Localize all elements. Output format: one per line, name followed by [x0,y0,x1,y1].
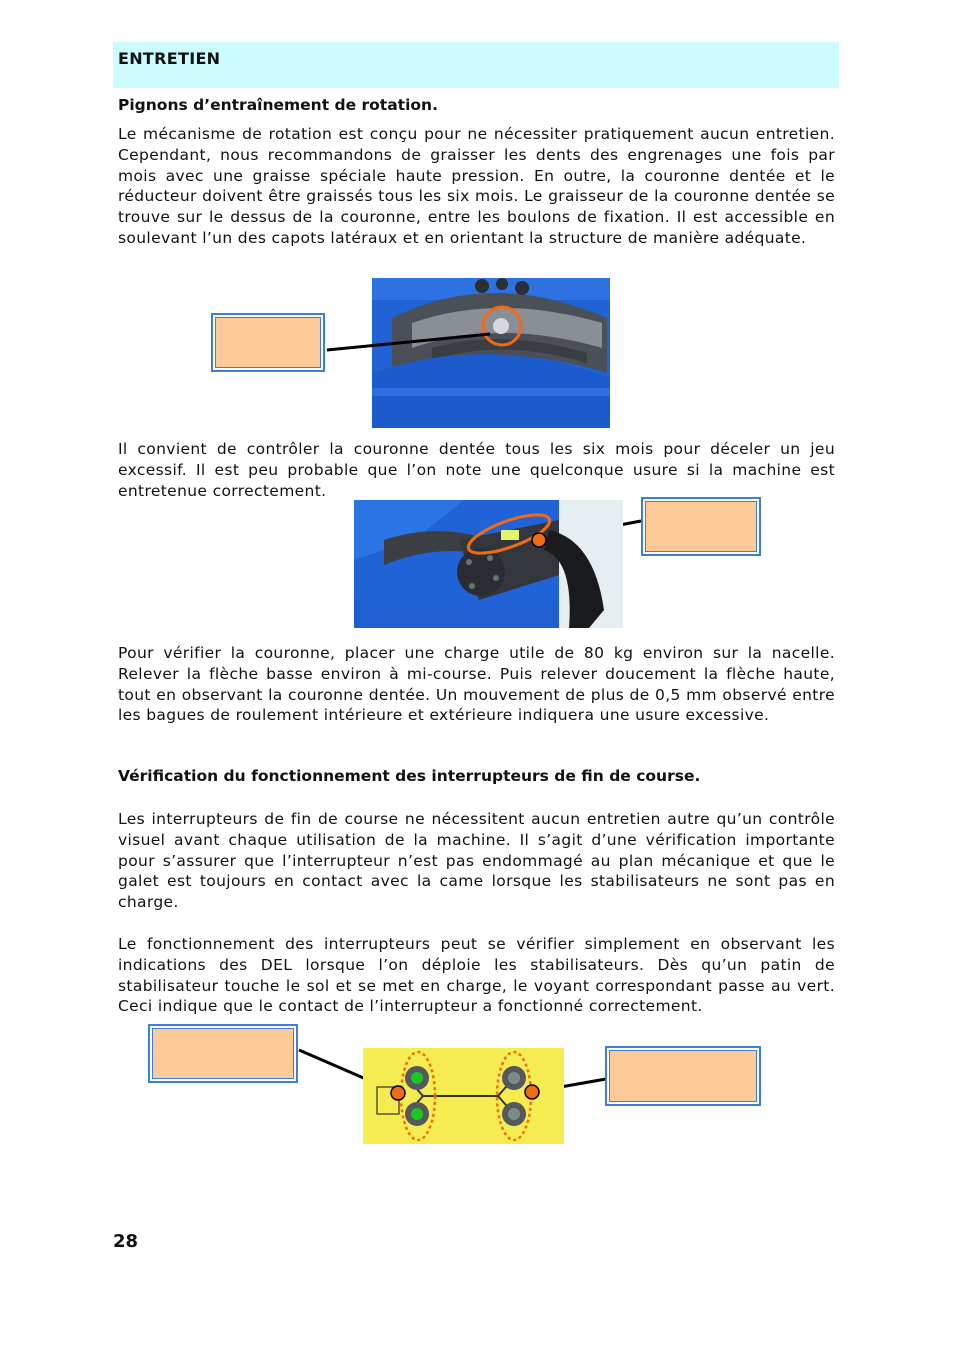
page-number: 28 [113,1231,139,1252]
led-off-top-right [508,1072,520,1084]
rotation-heading: Pignons d’entraînement de rotation. [118,96,438,114]
limit-switch-heading: Vérification du fonctionnement des interrupteurs de fin de course. [118,767,701,785]
section-title: ENTRETIEN [118,49,221,68]
photo-led-panel [363,1048,564,1144]
rotation-paragraph-1: Le mécanisme de rotation est conçu pour ne nécessiter pratiquement aucun entretien. Cependant, nous recommandons de graisser les dents des engrenages une fois par mois avec une graisse spéciale haute pression. En outre, la couronne dentée et le réducteur doivent être graissés tous les six mois. Le graisseur de la couronne dentée se trouve sur le dessus de la couronne, entre les boulons de fixation. Il est accessible en soulevant l’un des capots latéraux et en orientant la structure de manière adéquate. [118,125,835,247]
led-green-top-left [411,1072,423,1084]
limit-switch-paragraph-2: Le fonctionnement des interrupteurs peut se vérifier simplement en observant les indications des DEL lorsque l’on déploie les stabilisateurs. Dès qu’un patin de stabilisateur touche le sol et se met en charge, le voyant correspondant passe au vert. Ceci indique que le contact de l’interrupteur a fonctionné correctement. [118,935,835,1016]
rotation-paragraph-3: Pour vérifier la couronne, placer une charge utile de 80 kg environ sur la nacelle. Relever la flèche basse environ à mi-course. Puis relever doucement la flèche haute, tout en observant la couronne dentée. Un mouvement de plus de 0,5 mm observé entre les bagues de roulement intérieure et extérieure indiquera une usure excessive. [118,644,835,725]
rotation-paragraph-2: Il convient de contrôler la couronne dentée tous les six mois pour déceler un jeu excessif. Il est peu probable que l’on note une quelconque usure si la machine est entretenue correctement. [118,440,835,500]
callout-box-right-leds [605,1046,761,1106]
callout-box-gearbox [641,497,761,556]
led-off-bottom-right [508,1108,520,1120]
limit-switch-paragraph-1: Les interrupteurs de fin de course ne nécessitent aucun entretien autre qu’un contrôle visuel avant chaque utilisation de la machine. Il s’agit d’une vérification importante pour s’assurer que l’interrupteur n’est pas endommagé au plan mécanique et que le galet est toujours en contact avec la came lorsque les stabilisateurs ne sont pas en charge. [118,810,835,912]
photo-gearbox [354,500,623,628]
marker-dot-gearbox [532,533,546,547]
marker-dot-right-leds [525,1085,539,1099]
marker-dot-left-leds [391,1086,405,1100]
callout-box-left-leds [148,1024,298,1083]
led-green-bottom-left [411,1108,423,1120]
